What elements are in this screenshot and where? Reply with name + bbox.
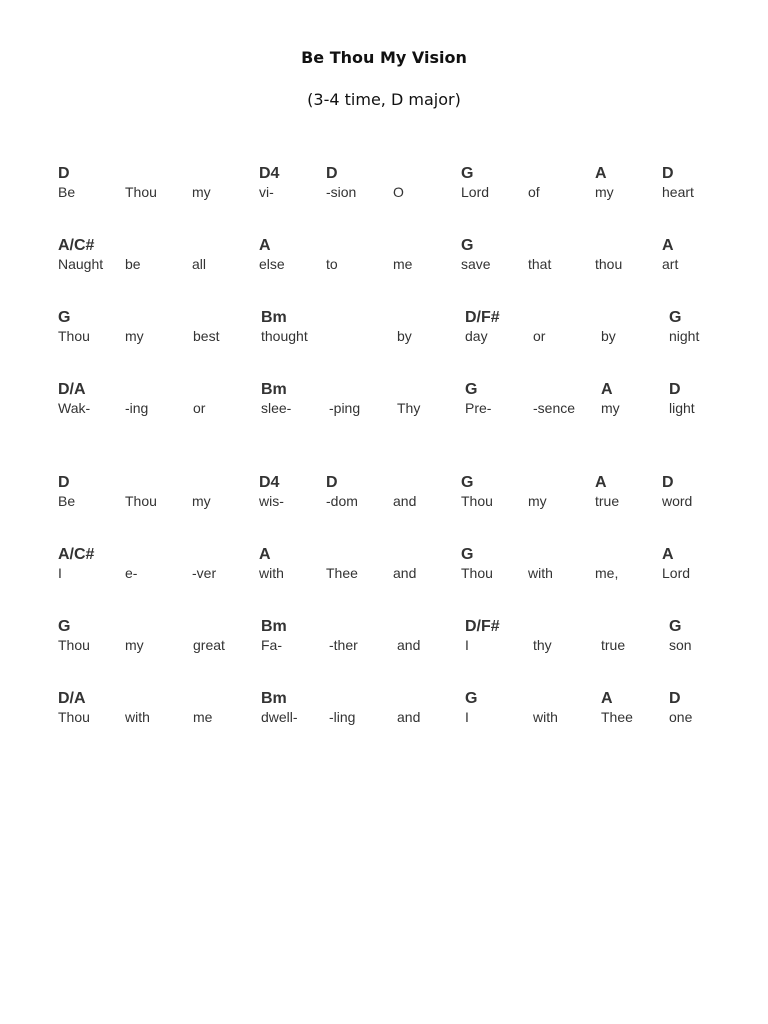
chord-cell <box>662 165 694 200</box>
lyric-syllable: Lord <box>461 184 490 200</box>
chord-cell <box>192 474 211 509</box>
lyric-syllable: -sion <box>326 184 357 200</box>
lyric-syllable: Thou <box>125 184 157 200</box>
chord-cell <box>393 165 404 200</box>
chord-label: A <box>662 546 674 563</box>
chord-cell <box>397 309 412 344</box>
lyric-syllable: son <box>669 637 692 653</box>
lyric-syllable: my <box>192 184 211 200</box>
chord-label: D/F# <box>465 309 500 326</box>
lyric-syllable: wis- <box>259 493 284 509</box>
chord-line <box>0 618 768 658</box>
chord-cell <box>595 546 618 581</box>
lyric-syllable: with <box>259 565 284 581</box>
lyric-syllable: true <box>595 493 620 509</box>
chord-cell <box>465 690 477 725</box>
lyric-syllable: thought <box>261 328 308 344</box>
lyric-syllable: Be <box>58 493 76 509</box>
lyric-syllable: I <box>465 709 469 725</box>
chord-cell <box>397 690 420 725</box>
chord-label <box>533 309 545 327</box>
chord-label <box>193 690 212 708</box>
chord-cell <box>261 690 298 725</box>
chord-label <box>397 690 420 708</box>
lyric-syllable: night <box>669 328 700 344</box>
lyric-syllable: -ther <box>329 637 358 653</box>
chord-cell <box>461 474 493 509</box>
lyric-syllable: Thou <box>125 493 157 509</box>
lyric-syllable: Thou <box>58 637 90 653</box>
chord-label <box>326 546 358 564</box>
chord-label <box>595 237 622 255</box>
lyric-syllable: my <box>125 637 144 653</box>
chord-label <box>329 690 355 708</box>
chord-cell <box>528 237 551 272</box>
lyric-syllable: day <box>465 328 488 344</box>
chord-cell <box>669 309 699 344</box>
lyric-syllable: Fa- <box>261 637 282 653</box>
lyric-syllable: art <box>662 256 679 272</box>
chord-label: D <box>326 165 338 182</box>
chord-label <box>192 546 216 564</box>
chord-label <box>397 381 420 399</box>
lyric-syllable: word <box>662 493 693 509</box>
chord-label <box>601 309 616 327</box>
chord-cell <box>461 237 491 272</box>
lyric-syllable: of <box>528 184 540 200</box>
chord-cell <box>465 309 500 344</box>
chord-label <box>393 546 416 564</box>
lyric-syllable: -ing <box>125 400 149 416</box>
lyric-syllable: or <box>533 328 546 344</box>
chord-label: G <box>465 690 478 707</box>
chord-label: G <box>58 618 71 635</box>
lyric-syllable: heart <box>662 184 694 200</box>
chord-cell <box>192 165 211 200</box>
chord-line <box>0 546 768 586</box>
chord-cell <box>465 381 491 416</box>
lyric-syllable: be <box>125 256 141 272</box>
chord-label: Bm <box>261 309 287 326</box>
chord-label <box>193 381 205 399</box>
chord-label: D <box>669 690 681 707</box>
chord-label: A <box>259 237 271 254</box>
lyric-syllable: Wak- <box>58 400 91 416</box>
chord-label: D <box>662 474 674 491</box>
chord-label <box>533 690 558 708</box>
chord-label: D/A <box>58 381 86 398</box>
lyric-syllable: by <box>397 328 412 344</box>
chord-cell <box>259 546 284 581</box>
chord-label: A <box>601 381 613 398</box>
chord-cell <box>326 237 338 272</box>
lyric-syllable: Thou <box>58 709 90 725</box>
chord-cell <box>669 381 695 416</box>
chord-label <box>533 618 552 636</box>
chord-cell <box>193 309 219 344</box>
lyric-syllable: I <box>58 565 62 581</box>
lyric-syllable: all <box>192 256 207 272</box>
lyric-syllable: Lord <box>662 565 691 581</box>
chord-cell <box>601 309 616 344</box>
chord-label: Bm <box>261 381 287 398</box>
chord-label: G <box>461 165 474 182</box>
lyric-syllable: Naught <box>58 256 104 272</box>
chord-cell <box>393 237 412 272</box>
chord-label <box>528 546 553 564</box>
chord-label: A <box>601 690 613 707</box>
lyric-syllable: my <box>528 493 547 509</box>
chord-cell <box>528 165 540 200</box>
lyric-syllable: save <box>461 256 491 272</box>
lyric-syllable: my <box>595 184 614 200</box>
lyric-syllable: -dom <box>326 493 358 509</box>
chord-cell <box>125 309 144 344</box>
lyric-syllable: vi- <box>259 184 274 200</box>
chord-cell <box>533 309 545 344</box>
lyric-syllable: great <box>193 637 225 653</box>
chord-label: A <box>595 474 607 491</box>
lyric-syllable: else <box>259 256 285 272</box>
chord-cell <box>329 618 358 653</box>
chord-label: A <box>662 237 674 254</box>
lyric-syllable: -ling <box>329 709 356 725</box>
lyric-syllable: slee- <box>261 400 292 416</box>
lyric-syllable: -ver <box>192 565 217 581</box>
chord-cell <box>261 381 291 416</box>
chord-cell <box>192 237 206 272</box>
chord-cell <box>58 237 103 272</box>
chord-cell <box>193 381 205 416</box>
chord-label: A <box>595 165 607 182</box>
song-subtitle: (3-4 time, D major) <box>307 90 461 109</box>
lyric-syllable: -ping <box>329 400 361 416</box>
chord-label: D/F# <box>465 618 500 635</box>
chord-label <box>192 165 211 183</box>
chord-cell <box>662 474 692 509</box>
chord-cell <box>397 381 420 416</box>
chord-cell <box>58 309 90 344</box>
chord-cell <box>125 237 141 272</box>
chord-cell <box>669 618 692 653</box>
chord-line <box>0 690 768 730</box>
chord-label: D <box>669 381 681 398</box>
chord-label <box>397 618 420 636</box>
chord-label <box>329 618 358 636</box>
chord-label <box>393 237 412 255</box>
chord-cell <box>125 690 150 725</box>
chord-cell <box>669 690 692 725</box>
chord-cell <box>58 381 90 416</box>
chord-line <box>0 381 768 421</box>
lyric-syllable: to <box>326 256 338 272</box>
chord-label: D <box>326 474 338 491</box>
lyric-syllable: one <box>669 709 693 725</box>
chord-label: G <box>58 309 71 326</box>
chord-cell <box>533 618 552 653</box>
chord-label <box>125 618 144 636</box>
chord-cell <box>193 690 212 725</box>
lyric-syllable: my <box>125 328 144 344</box>
lyric-syllable: and <box>397 709 421 725</box>
chord-label <box>393 474 416 492</box>
chord-cell <box>533 381 575 416</box>
lyric-syllable: Thou <box>461 493 493 509</box>
chord-label: G <box>669 309 682 326</box>
lyric-syllable: with <box>533 709 558 725</box>
chord-label <box>528 237 551 255</box>
chord-label <box>595 546 618 564</box>
lyric-syllable: Thou <box>461 565 493 581</box>
lyric-syllable: light <box>669 400 695 416</box>
chord-label <box>192 474 211 492</box>
chord-label: D4 <box>259 165 280 182</box>
chord-label <box>533 381 575 399</box>
lyric-syllable: me, <box>595 565 619 581</box>
chord-label <box>125 690 150 708</box>
chord-label: G <box>461 237 474 254</box>
chord-cell <box>601 618 625 653</box>
lyric-syllable: my <box>601 400 620 416</box>
chord-cell <box>125 165 157 200</box>
chord-cell <box>601 381 620 416</box>
lyric-syllable: me <box>193 709 213 725</box>
chord-cell <box>329 381 360 416</box>
chord-cell <box>326 546 358 581</box>
chord-cell <box>329 690 355 725</box>
chord-label: G <box>465 381 478 398</box>
chord-line <box>0 474 768 514</box>
chord-cell <box>662 546 690 581</box>
lyric-syllable: and <box>397 637 421 653</box>
chord-label <box>601 618 625 636</box>
lyric-syllable: Be <box>58 184 76 200</box>
lyric-syllable: O <box>393 184 404 200</box>
lyric-syllable: and <box>393 493 417 509</box>
chord-label: G <box>461 474 474 491</box>
chord-label <box>193 618 225 636</box>
chord-cell <box>393 474 416 509</box>
lyric-syllable: true <box>601 637 626 653</box>
lyric-syllable: me <box>393 256 413 272</box>
chord-cell <box>261 309 308 344</box>
chord-cell <box>261 618 287 653</box>
lyric-syllable: e- <box>125 565 138 581</box>
lyric-syllable: dwell- <box>261 709 298 725</box>
chord-line <box>0 165 768 205</box>
chord-cell <box>533 690 558 725</box>
chord-cell <box>326 474 358 509</box>
lyric-syllable: Thee <box>326 565 358 581</box>
chord-label: D <box>58 165 70 182</box>
chord-label: D <box>58 474 70 491</box>
chord-label <box>125 474 157 492</box>
chord-cell <box>528 546 553 581</box>
lyric-syllable: thy <box>533 637 552 653</box>
chord-cell <box>393 546 416 581</box>
lyric-syllable: or <box>193 400 206 416</box>
chord-label <box>192 237 206 255</box>
lyric-syllable: and <box>393 565 417 581</box>
chord-cell <box>461 546 493 581</box>
lyric-syllable: thou <box>595 256 623 272</box>
chord-cell <box>125 474 157 509</box>
chord-cell <box>125 618 144 653</box>
chord-cell <box>461 165 489 200</box>
chord-label <box>125 546 137 564</box>
chord-label <box>528 474 547 492</box>
chord-label <box>125 381 148 399</box>
chord-cell <box>465 618 500 653</box>
chord-cell <box>259 165 279 200</box>
chord-label <box>125 165 157 183</box>
chord-cell <box>595 237 622 272</box>
chord-cell <box>662 237 678 272</box>
chord-label <box>329 381 360 399</box>
chord-label: D4 <box>259 474 280 491</box>
lyric-syllable: -sence <box>533 400 576 416</box>
chord-cell <box>595 165 614 200</box>
chord-line <box>0 237 768 277</box>
song-title: Be Thou My Vision <box>301 48 467 67</box>
chord-cell <box>58 690 90 725</box>
chord-cell <box>58 618 90 653</box>
lyric-syllable: Thou <box>58 328 90 344</box>
chord-cell <box>58 474 75 509</box>
chord-label: Bm <box>261 618 287 635</box>
chord-label <box>393 165 404 183</box>
chord-label: G <box>669 618 682 635</box>
chord-label: A/C# <box>58 237 95 254</box>
chord-label <box>326 237 338 255</box>
chord-label: Bm <box>261 690 287 707</box>
chord-label: D <box>662 165 674 182</box>
chord-cell <box>326 165 356 200</box>
lyric-syllable: Thy <box>397 400 421 416</box>
lyric-syllable: my <box>192 493 211 509</box>
lyric-syllable: that <box>528 256 552 272</box>
chord-cell <box>58 546 94 581</box>
lyric-syllable: with <box>528 565 553 581</box>
chord-cell <box>259 237 285 272</box>
lyric-syllable: with <box>125 709 150 725</box>
chord-cell <box>58 165 75 200</box>
chord-label: D/A <box>58 690 86 707</box>
chord-cell <box>397 618 420 653</box>
lyric-syllable: I <box>465 637 469 653</box>
chord-label: G <box>461 546 474 563</box>
lyric-syllable: Thee <box>601 709 633 725</box>
chord-cell <box>259 474 284 509</box>
chord-label: A <box>259 546 271 563</box>
chord-label <box>193 309 219 327</box>
chord-cell <box>601 690 633 725</box>
lyric-syllable: best <box>193 328 220 344</box>
chord-label: A/C# <box>58 546 95 563</box>
chord-label <box>528 165 540 183</box>
lyric-syllable: Pre- <box>465 400 492 416</box>
chord-cell <box>595 474 619 509</box>
chord-label <box>125 309 144 327</box>
lyric-syllable: by <box>601 328 616 344</box>
chord-line <box>0 309 768 349</box>
chord-cell <box>192 546 216 581</box>
chord-label <box>125 237 141 255</box>
chord-label <box>397 309 412 327</box>
chord-cell <box>193 618 225 653</box>
chord-cell <box>125 546 137 581</box>
chord-cell <box>528 474 547 509</box>
chord-cell <box>125 381 148 416</box>
